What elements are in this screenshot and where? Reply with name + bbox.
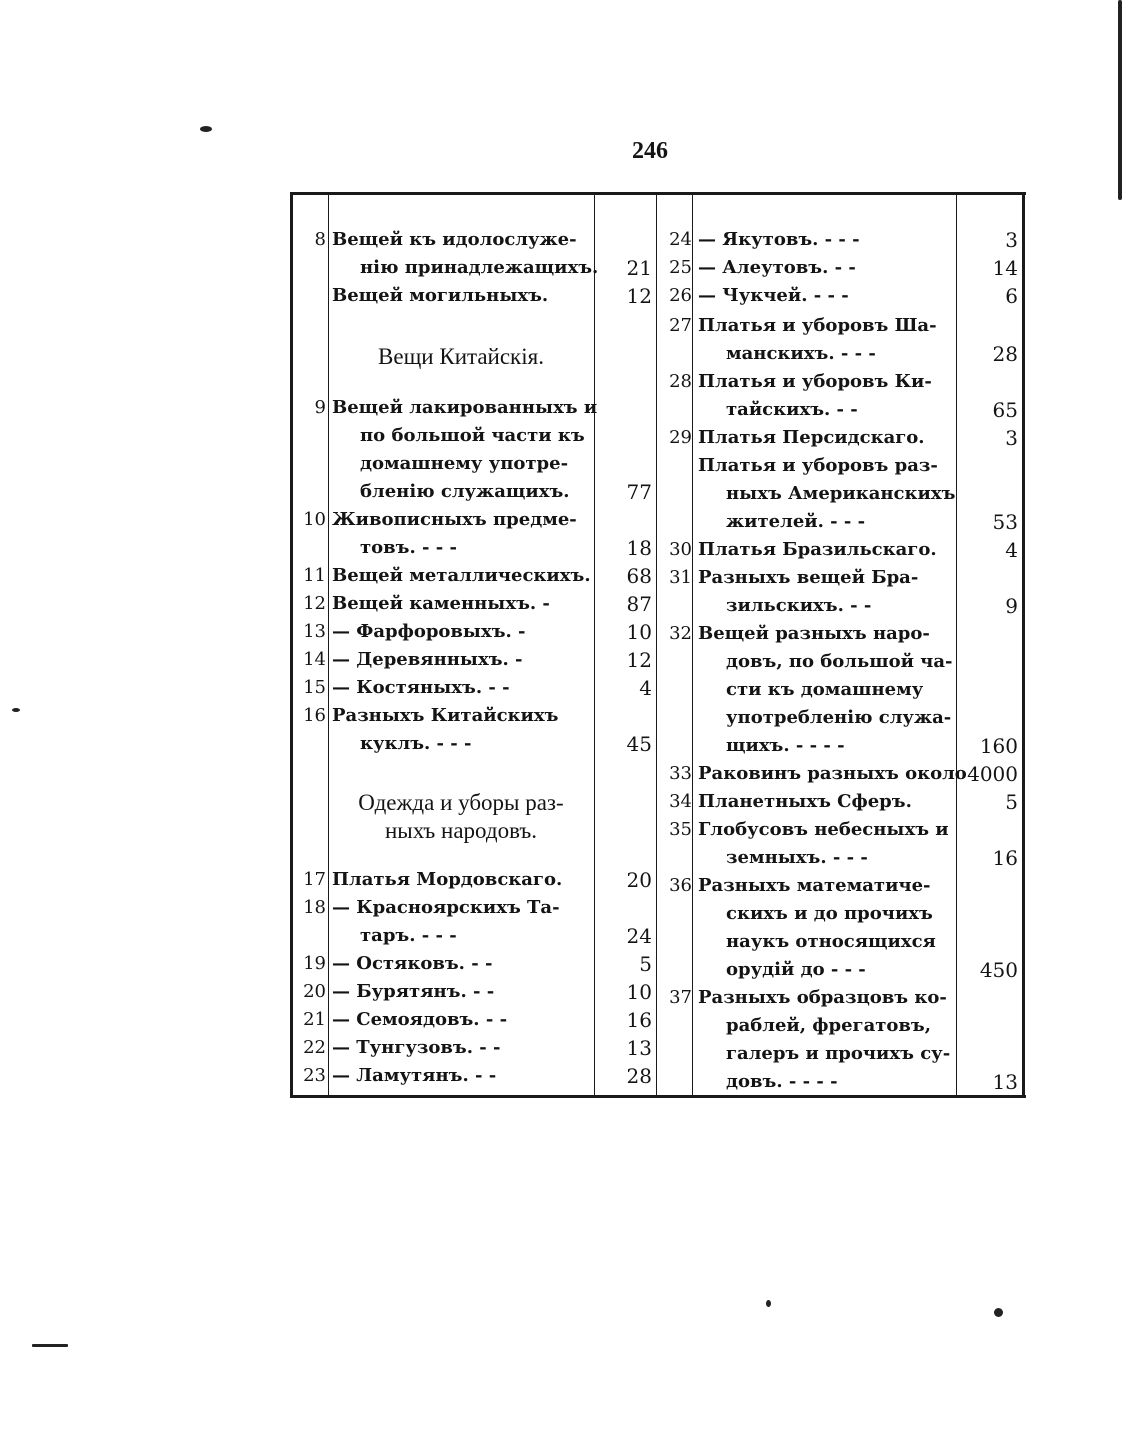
item-text: — Якутовъ. - - - xyxy=(698,229,860,250)
item-text: употребленію служа- xyxy=(726,707,952,728)
item-count: 4 xyxy=(1005,538,1018,562)
list-item xyxy=(656,760,1022,788)
item-number: 36 xyxy=(669,875,692,896)
item-number: 8 xyxy=(314,229,326,250)
item-text: Вещей лакированныхъ и xyxy=(332,397,598,418)
item-number: 10 xyxy=(303,509,326,530)
list-item xyxy=(656,592,1022,620)
item-count: 12 xyxy=(626,648,652,672)
list-item xyxy=(656,226,1022,254)
table-top-rule xyxy=(290,192,1026,195)
item-number: 27 xyxy=(669,315,692,336)
scan-speck xyxy=(32,1344,68,1347)
item-count: 10 xyxy=(626,620,652,644)
item-number: 25 xyxy=(669,257,692,278)
item-count: 450 xyxy=(979,958,1018,982)
table-right-rule xyxy=(1022,195,1025,1095)
list-item xyxy=(290,730,656,758)
item-count: 12 xyxy=(626,284,652,308)
item-text: домашнему употре- xyxy=(360,453,569,474)
list-item xyxy=(656,282,1022,310)
item-count: 13 xyxy=(626,1036,652,1060)
item-text: Живописныхъ предме- xyxy=(332,509,577,530)
list-item xyxy=(656,1040,1022,1068)
item-text: бленію служащихъ. xyxy=(360,481,570,502)
item-text: Платья Мордовскаго. xyxy=(332,869,563,890)
list-item xyxy=(290,950,656,978)
list-item xyxy=(656,1068,1022,1096)
list-item xyxy=(656,536,1022,564)
item-number: 32 xyxy=(669,623,692,644)
list-item xyxy=(656,648,1022,676)
list-item xyxy=(656,508,1022,536)
item-count: 18 xyxy=(626,536,652,560)
item-text: орудій до - - - xyxy=(726,959,866,980)
item-number: 19 xyxy=(303,953,326,974)
item-number: 28 xyxy=(669,371,692,392)
section-heading: Вещи Китайскія. xyxy=(378,344,544,369)
list-item xyxy=(656,816,1022,844)
list-item xyxy=(656,1012,1022,1040)
item-number: 22 xyxy=(303,1037,326,1058)
item-count: 24 xyxy=(626,924,652,948)
section-heading-line-2: ныхъ народовъ. xyxy=(384,818,537,843)
item-count: 6 xyxy=(1005,284,1018,308)
item-count: 3 xyxy=(1005,426,1018,450)
item-text: щихъ. - - - - xyxy=(726,735,845,756)
item-number: 12 xyxy=(303,593,326,614)
item-count: 28 xyxy=(992,342,1018,366)
item-count: 20 xyxy=(626,868,652,892)
item-text: по большой части къ xyxy=(360,425,585,446)
item-count: 3 xyxy=(1005,228,1018,252)
item-text: Платья Персидскаго. xyxy=(698,427,925,448)
item-number: 35 xyxy=(669,819,692,840)
list-item xyxy=(656,424,1022,452)
list-item xyxy=(290,674,656,702)
item-number: 23 xyxy=(303,1065,326,1086)
item-count: 13 xyxy=(992,1070,1018,1094)
scan-speck xyxy=(200,126,212,132)
item-text: Вещей могильныхъ. xyxy=(332,285,549,306)
item-count: 68 xyxy=(626,564,652,588)
item-text: Планетныхъ Сферъ. xyxy=(698,791,912,812)
list-item xyxy=(656,844,1022,872)
item-count: 16 xyxy=(992,846,1018,870)
item-count: 53 xyxy=(992,510,1018,534)
list-item xyxy=(290,590,656,618)
item-count: 28 xyxy=(626,1064,652,1088)
item-count: 87 xyxy=(626,592,652,616)
item-number: 34 xyxy=(669,791,692,812)
item-count: 4000 xyxy=(967,762,1018,786)
item-text: — Тунгузовъ. - - xyxy=(332,1037,501,1058)
item-text: зильскихъ. - - xyxy=(726,595,872,616)
item-text: Разныхъ математиче- xyxy=(698,875,931,896)
item-text: земныхъ. - - - xyxy=(726,847,868,868)
list-item xyxy=(290,646,656,674)
item-text: Разныхъ вещей Бра- xyxy=(698,567,919,588)
list-item xyxy=(290,702,656,730)
list-item xyxy=(290,866,656,894)
list-item xyxy=(656,900,1022,928)
list-item xyxy=(290,1062,656,1090)
item-text: — Костяныхъ. - - xyxy=(332,677,510,698)
item-number: 11 xyxy=(303,565,326,586)
list-item xyxy=(656,564,1022,592)
item-number: 29 xyxy=(669,427,692,448)
item-text: — Остяковъ. - - xyxy=(332,953,493,974)
item-text: ныхъ Американскихъ xyxy=(726,483,956,504)
list-item xyxy=(290,1034,656,1062)
item-number: 17 xyxy=(303,869,326,890)
item-number: 9 xyxy=(314,397,326,418)
item-text: — Фарфоровыхъ. - xyxy=(332,621,526,642)
list-item xyxy=(290,394,656,422)
item-text: наукъ относящихся xyxy=(726,931,936,952)
item-text: Платья и уборовъ Ша- xyxy=(698,315,937,336)
item-text: довъ, по большой ча- xyxy=(726,651,953,672)
list-item xyxy=(656,452,1022,480)
item-text: нію принадлежащихъ. xyxy=(360,257,599,278)
item-number: 16 xyxy=(303,705,326,726)
item-count: 5 xyxy=(639,952,652,976)
item-text: — Бурятянъ. - - xyxy=(332,981,495,1002)
item-count: 21 xyxy=(626,256,652,280)
item-text: Платья и уборовъ раз- xyxy=(698,455,938,476)
list-item xyxy=(656,480,1022,508)
scan-speck xyxy=(766,1300,771,1307)
item-count: 9 xyxy=(1005,594,1018,618)
list-item xyxy=(656,956,1022,984)
item-text: Разныхъ образцовъ ко- xyxy=(698,987,947,1008)
item-count: 5 xyxy=(1005,790,1018,814)
item-text: сти къ домашнему xyxy=(726,679,924,700)
item-text: Платья Бразильскаго. xyxy=(698,539,937,560)
list-item xyxy=(656,928,1022,956)
item-count: 14 xyxy=(992,256,1018,280)
section-heading-line-1: Одежда и уборы раз- xyxy=(358,790,564,815)
list-item xyxy=(656,704,1022,732)
item-number: 30 xyxy=(669,539,692,560)
inventory-table xyxy=(290,192,1026,1098)
scan-speck xyxy=(994,1308,1003,1317)
item-text: жителей. - - - xyxy=(726,511,866,532)
item-text: — Чукчей. - - - xyxy=(698,285,849,306)
item-text: манскихъ. - - - xyxy=(726,343,876,364)
item-text: скихъ и до прочихъ xyxy=(726,903,933,924)
item-text: Глобусовъ небесныхъ и xyxy=(698,819,949,840)
item-text: Вещей къ идолослуже- xyxy=(332,229,577,250)
item-count: 45 xyxy=(626,732,652,756)
item-text: Разныхъ Китайскихъ xyxy=(332,705,559,726)
item-text: Раковинъ разныхъ около xyxy=(698,763,967,784)
list-item xyxy=(290,450,656,478)
list-item xyxy=(656,676,1022,704)
list-item xyxy=(290,282,656,310)
item-number: 13 xyxy=(303,621,326,642)
item-text: — Красноярскихъ Та- xyxy=(332,897,560,918)
scan-speck xyxy=(12,708,20,712)
item-number: 14 xyxy=(303,649,326,670)
list-item xyxy=(656,396,1022,424)
item-text: — Алеутовъ. - - xyxy=(698,257,856,278)
list-item xyxy=(656,368,1022,396)
item-count: 65 xyxy=(992,398,1018,422)
list-item xyxy=(656,620,1022,648)
item-text: таръ. - - - xyxy=(360,925,457,946)
item-text: довъ. - - - - xyxy=(726,1071,838,1092)
item-number: 15 xyxy=(303,677,326,698)
list-item xyxy=(290,1006,656,1034)
list-item xyxy=(656,984,1022,1012)
item-number: 21 xyxy=(303,1009,326,1030)
item-count: 10 xyxy=(626,980,652,1004)
item-number: 31 xyxy=(669,567,692,588)
list-item xyxy=(656,254,1022,282)
item-number: 37 xyxy=(669,987,692,1008)
item-text: — Ламутянъ. - - xyxy=(332,1065,497,1086)
list-item xyxy=(290,618,656,646)
list-item xyxy=(290,922,656,950)
item-text: тайскихъ. - - xyxy=(726,399,858,420)
item-text: галеръ и прочихъ су- xyxy=(726,1043,951,1064)
page-number: 246 xyxy=(632,138,668,164)
list-item xyxy=(290,534,656,562)
list-item xyxy=(290,254,656,282)
item-count: 4 xyxy=(639,676,652,700)
item-count: 160 xyxy=(979,734,1018,758)
scan-edge-mark xyxy=(1118,0,1122,200)
list-item xyxy=(290,506,656,534)
item-text: куклъ. - - - xyxy=(360,733,472,754)
list-item xyxy=(656,732,1022,760)
item-text: — Семоядовъ. - - xyxy=(332,1009,508,1030)
item-text: Вещей металлическихъ. xyxy=(332,565,591,586)
list-item xyxy=(656,312,1022,340)
item-text: Вещей каменныхъ. - xyxy=(332,593,550,614)
list-item xyxy=(290,478,656,506)
list-item xyxy=(290,422,656,450)
list-item xyxy=(290,226,656,254)
list-item xyxy=(656,872,1022,900)
item-text: Вещей разныхъ наро- xyxy=(698,623,930,644)
list-item xyxy=(656,788,1022,816)
item-text: Платья и уборовъ Ки- xyxy=(698,371,932,392)
list-item xyxy=(290,894,656,922)
item-number: 18 xyxy=(303,897,326,918)
item-text: — Деревянныхъ. - xyxy=(332,649,523,670)
list-item xyxy=(656,340,1022,368)
item-number: 24 xyxy=(669,229,692,250)
item-number: 26 xyxy=(669,285,692,306)
item-count: 16 xyxy=(626,1008,652,1032)
list-item xyxy=(290,562,656,590)
item-number: 20 xyxy=(303,981,326,1002)
item-number: 33 xyxy=(669,763,692,784)
list-item xyxy=(290,978,656,1006)
item-text: товъ. - - - xyxy=(360,537,457,558)
item-count: 77 xyxy=(626,480,652,504)
item-text: раблей, фрегатовъ, xyxy=(726,1015,931,1036)
